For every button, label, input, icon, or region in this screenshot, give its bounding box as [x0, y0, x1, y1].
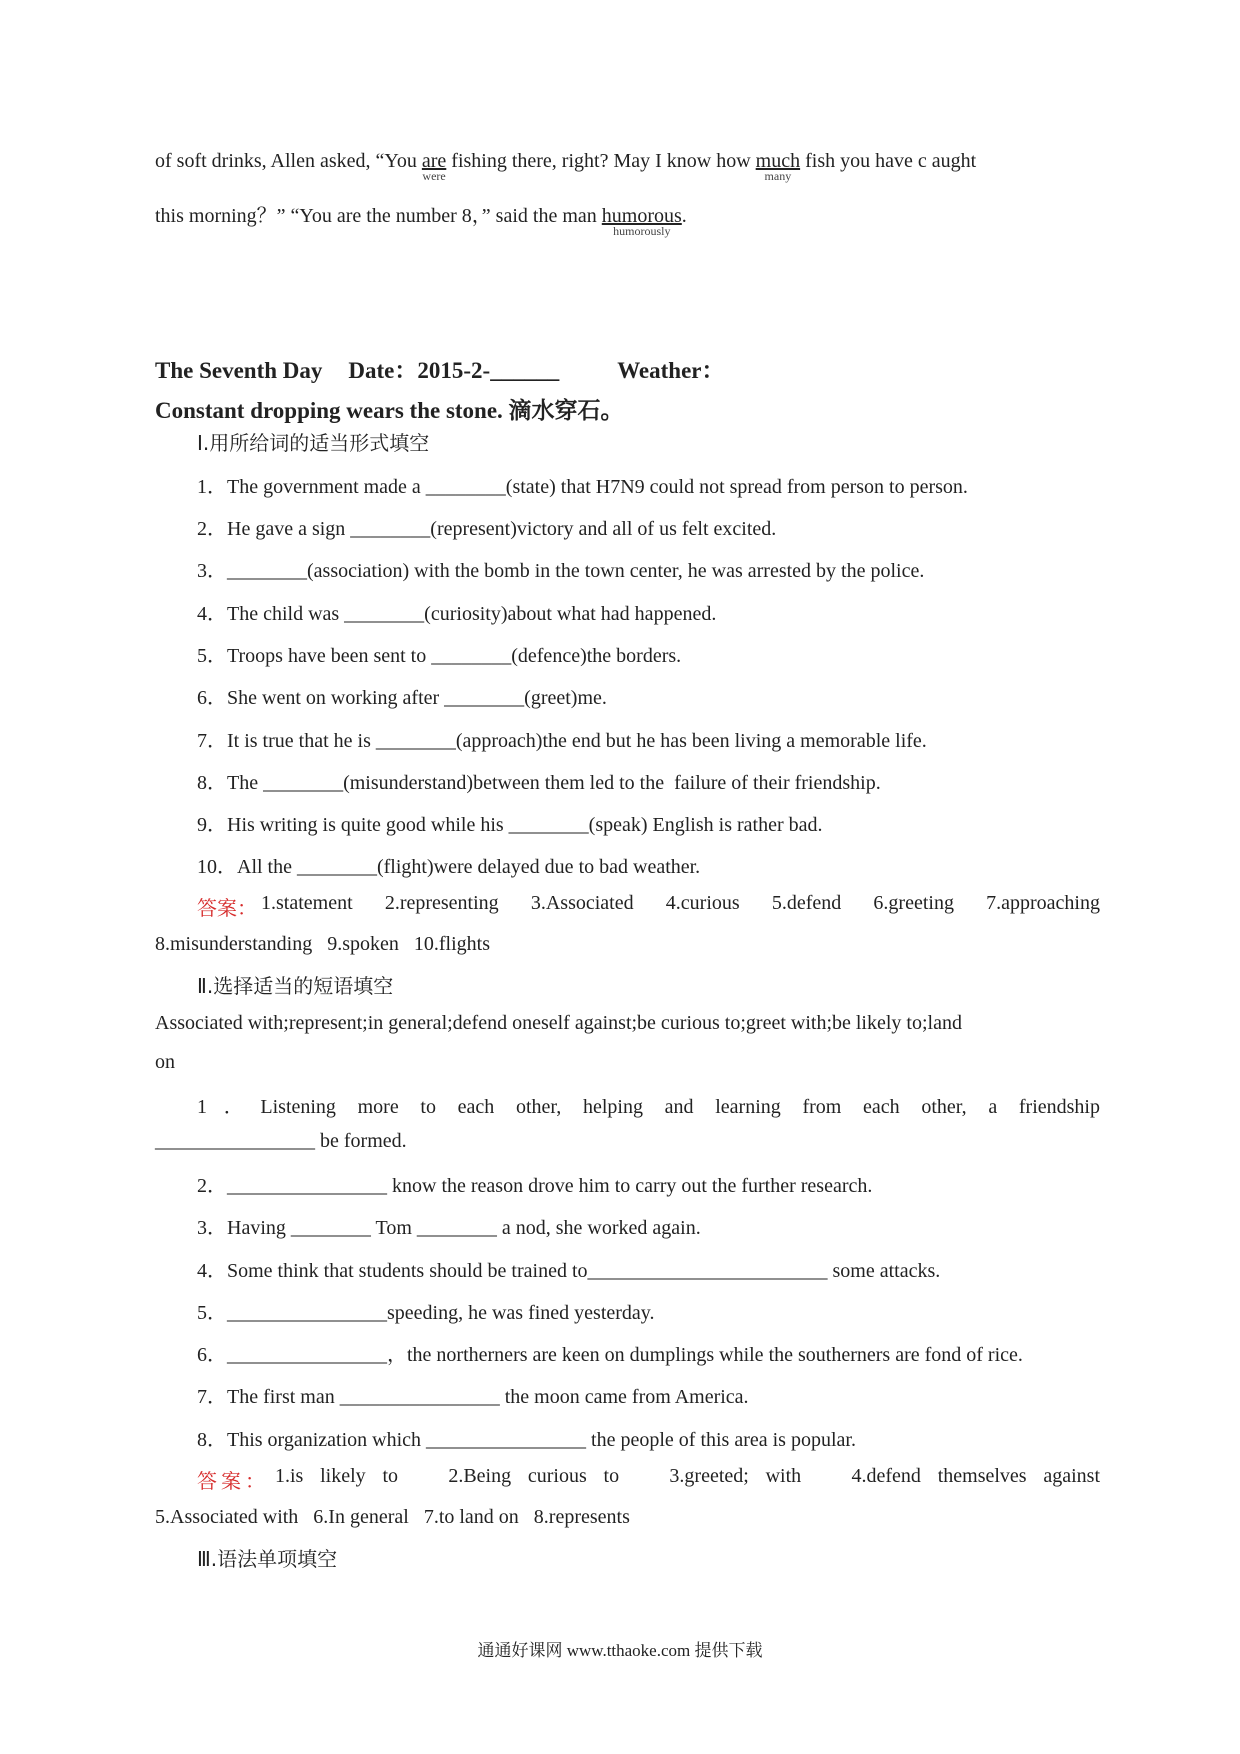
- passage-text: of soft drinks, Allen asked, “You: [155, 150, 422, 172]
- exercise-item: ________________ be formed.: [155, 1130, 407, 1152]
- answer-label: 答案：: [197, 1471, 269, 1493]
- day-title: The Seventh Day: [155, 358, 323, 383]
- exercise-item: 8．The ________(misunderstand)between them led to the failure of their friendship.: [197, 772, 881, 794]
- exercise-item: 4．Some think that students should be trained to________________________ some attacks.: [197, 1260, 941, 1282]
- correction-note: many: [764, 169, 792, 183]
- correction-are: [421, 150, 447, 183]
- exercise-item: 5．________________speeding, he was fined yesterday.: [197, 1302, 655, 1324]
- motto: Constant dropping wears the stone. 滴水穿石。: [155, 398, 624, 423]
- phrase-bank: on: [155, 1051, 175, 1073]
- exercise-item: 5．Troops have been sent to ________(defence)the borders.: [197, 645, 682, 667]
- corrected-word: are: [421, 150, 447, 172]
- answer-text: 5.Associated with 6.In general 7.to land on 8.represents: [155, 1506, 630, 1528]
- answer-text: 1.statement 2.representing 3.Associated 4.curious 5.defend 6.greeting 7.approaching: [261, 892, 1100, 914]
- answer-text: 1.is likely to 2.Being curious to 3.greeted; with 4.defend themselves against: [275, 1465, 1100, 1487]
- correction-much: [755, 150, 801, 183]
- passage-text: .: [681, 205, 687, 227]
- exercise-item: 7．It is true that he is ________(approach)the end but he has been living a memorable life.: [197, 730, 927, 752]
- exercise-item: 2．________________ know the reason drove him to carry out the further research.: [197, 1175, 873, 1197]
- phrase-bank: Associated with;represent;in general;defend oneself against;be curious to;greet with;be likely to;land: [155, 1012, 962, 1034]
- correction-note: were: [422, 169, 446, 183]
- section-1-title: Ⅰ.用所给词的适当形式填空: [197, 431, 430, 455]
- exercise-item: 8．This organization which ________________ the people of this area is popular.: [197, 1429, 856, 1451]
- passage-line-2: [155, 199, 1100, 238]
- section-3-title: Ⅲ.语法单项填空: [197, 1547, 338, 1571]
- exercise-item: 6．________________，the northerners are keen on dumplings while the southerners are fond of rice.: [197, 1344, 1023, 1366]
- exercise-item: 9．His writing is quite good while his ________(speak) English is rather bad.: [197, 814, 823, 836]
- date-label: Date：2015-2-______: [348, 358, 560, 383]
- exercise-item: 1．The government made a ________(state) that H7N9 could not spread from person to person.: [197, 476, 968, 498]
- correction-humorous: [601, 205, 682, 238]
- exercise-item: 6．She went on working after ________(greet)me.: [197, 687, 607, 709]
- section-1-answer: [197, 892, 1100, 921]
- section-2-answer: [197, 1465, 1100, 1494]
- exercise-item: 1．Listening more to each other, helping and learning from each other, a friendship: [197, 1096, 1100, 1118]
- answer-label: 答案：: [197, 898, 257, 920]
- passage-text: this morning？” “You are the number 8，” said the man: [155, 205, 602, 227]
- corrected-word: humorous: [601, 205, 682, 227]
- exercise-item: 2．He gave a sign ________(represent)victory and all of us felt excited.: [197, 518, 777, 540]
- exercise-item: 3．Having ________ Tom ________ a nod, she worked again.: [197, 1217, 701, 1239]
- exercise-item: 4．The child was ________(curiosity)about what had happened.: [197, 603, 717, 625]
- day-header: [155, 352, 1100, 385]
- passage-text: fish you have c aught: [800, 150, 977, 172]
- exercise-item: 3．________(association) with the bomb in the town center, he was arrested by the police.: [197, 560, 925, 582]
- answer-text: 8.misunderstanding 9.spoken 10.flights: [155, 933, 490, 955]
- weather-label: Weather：: [617, 358, 725, 383]
- corrected-word: much: [755, 150, 801, 172]
- section-2-title: Ⅱ.选择适当的短语填空: [197, 974, 394, 998]
- page-footer: 通通好课网 www.tthaoke.com 提供下载: [477, 1641, 763, 1660]
- passage-text: fishing there, right? May I know how: [446, 150, 756, 172]
- passage-line-1: [155, 150, 1100, 183]
- exercise-item: 7．The first man ________________ the moon came from America.: [197, 1386, 749, 1408]
- exercise-item: 10．All the ________(flight)were delayed due to bad weather.: [197, 856, 701, 878]
- correction-note: humorously: [613, 224, 671, 238]
